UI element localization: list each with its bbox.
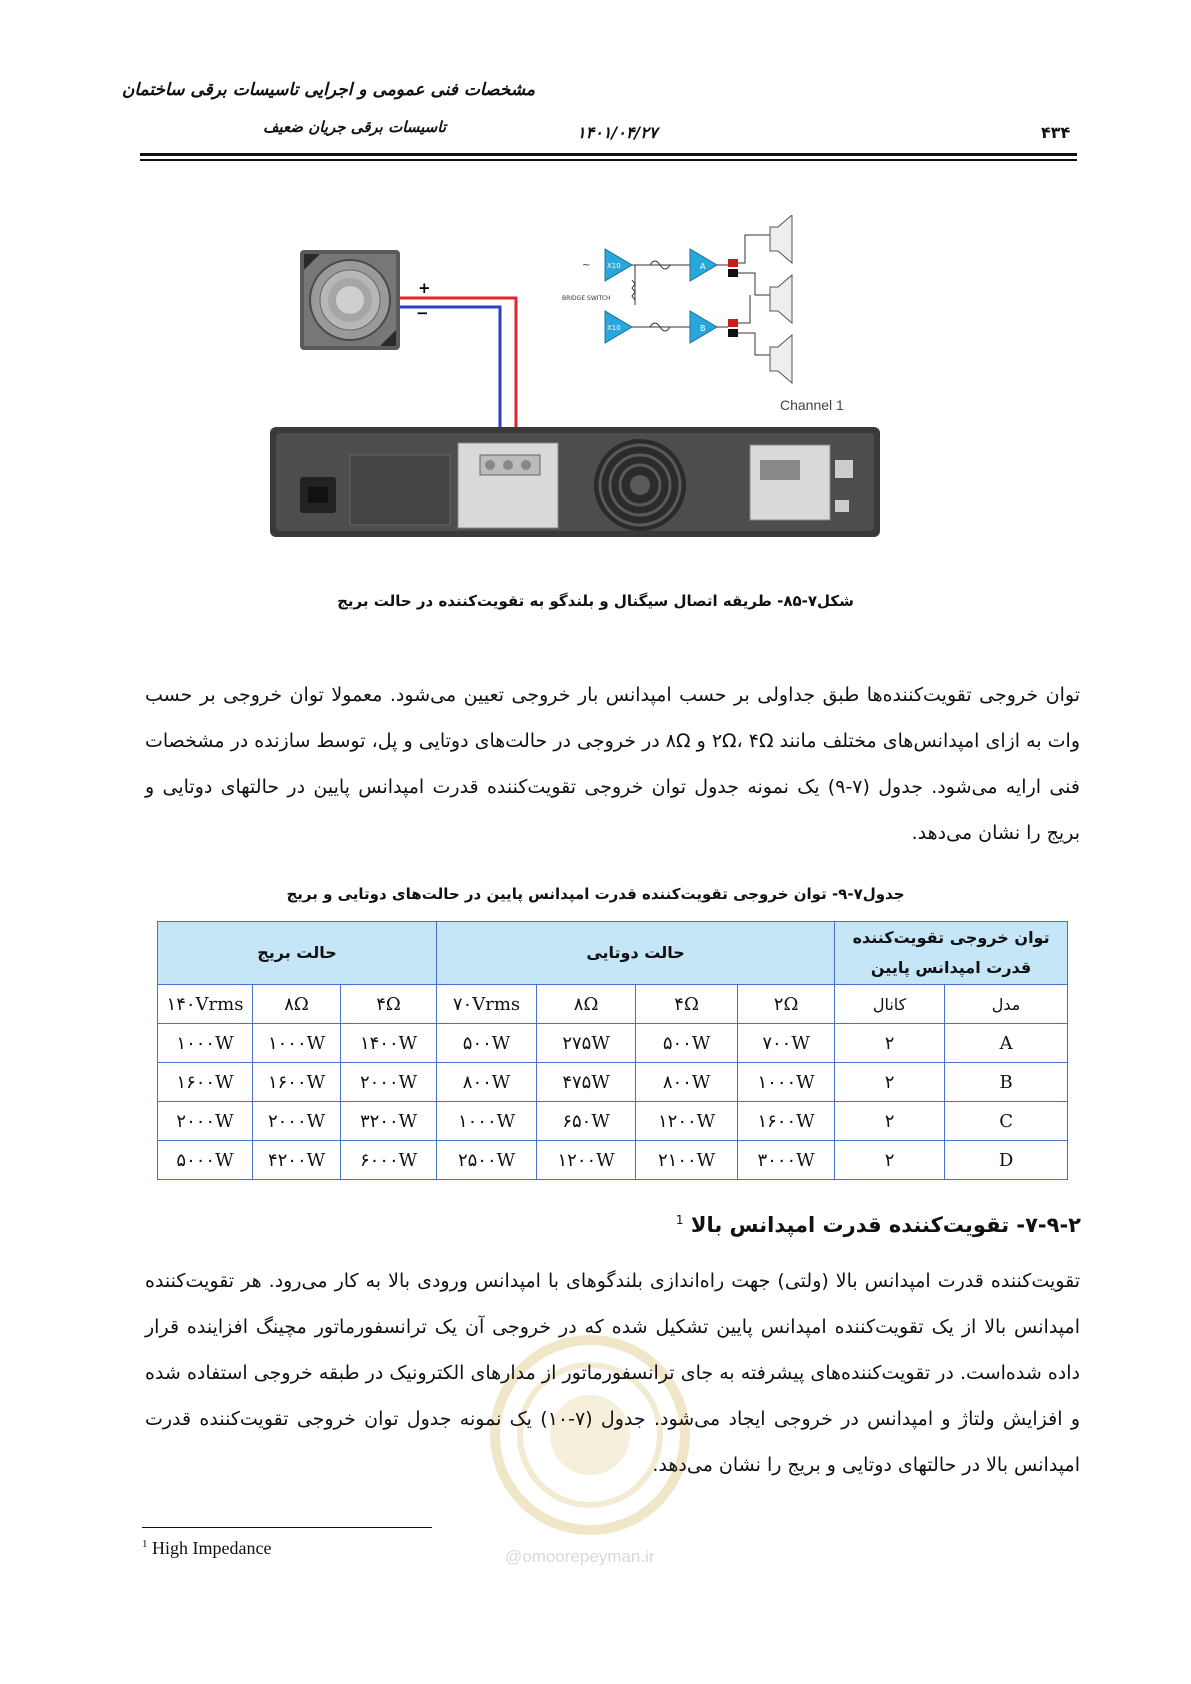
cell-channel: ۲ [835,1063,945,1102]
amplifier-rear-panel [270,427,880,537]
section-heading-text: ۷-۹-۲- تقویت‌کننده قدرت امپدانس بالا [690,1213,1081,1237]
cell-value: ۲۷۵W [537,1024,636,1063]
channel-label: Channel 1 [780,397,844,413]
cell-value: ۶۵۰W [537,1102,636,1141]
speaker-cabinet [300,250,400,350]
watermark-text: @omoorepeyman.ir [505,1547,655,1566]
table-subheader-row [158,985,1068,1024]
footnote [142,1538,271,1559]
table-row [158,1024,1068,1063]
plus-label: + [418,279,431,297]
amplifier-power-table [157,921,1068,1180]
table-row [158,1141,1068,1180]
cell-value: ۵۰۰۰W [158,1141,253,1180]
table-caption: جدول۷-۹- توان خروجی تقویت‌کننده قدرت امپدانس پایین در حالت‌های دوتایی و بریج [286,885,905,903]
footnote-rule [142,1527,432,1528]
cell-model: A [945,1024,1068,1063]
cell-value: ۸۰۰W [636,1063,738,1102]
document-title: مشخصات فنی عمومی و اجرایی تاسیسات برقی ساختمان [121,80,535,100]
cell-value: ۱۰۰۰W [158,1024,253,1063]
col-channel: کانال [835,985,945,1024]
cell-value: ۱۶۰۰W [738,1102,835,1141]
bridge-schematic [562,215,792,383]
section-heading [676,1213,1081,1237]
figure-caption: شکل۷-۸۵- طریقه اتصال سیگنال و بلندگو به تقویت‌کننده در حالت بریج [337,592,854,610]
col-dual-8ohm: ۸Ω [537,985,636,1024]
cell-value: ۶۰۰۰W [341,1141,437,1180]
header-rule-thin [140,159,1077,161]
cell-value: ۱۲۰۰W [636,1102,738,1141]
amp-b-label: B [700,324,706,333]
cell-channel: ۲ [835,1024,945,1063]
header-main: توان خروجی تقویت‌کننده قدرت امپدانس پایین [835,922,1068,985]
table-row [158,1063,1068,1102]
footnote-ref: 1 [675,1213,684,1227]
cell-model: B [945,1063,1068,1102]
header-bridge: حالت بریج [158,922,437,985]
cell-channel: ۲ [835,1141,945,1180]
chapter-title: تاسیسات برقی جریان ضعیف [262,118,446,136]
amp-a-label: A [700,262,706,271]
amplifier-wiring-figure [270,215,950,585]
cell-value: ۱۴۰۰W [341,1024,437,1063]
cell-value: ۸۰۰W [437,1063,537,1102]
gain-label-b: X10 [607,324,621,332]
cell-value: ۵۰۰W [437,1024,537,1063]
col-bridge-140v: ۱۴۰Vrms [158,985,253,1024]
page-number: ۴۳۴ [1041,123,1071,142]
cell-value: ۱۲۰۰W [537,1141,636,1180]
col-model: مدل [945,985,1068,1024]
cell-value: ۱۰۰۰W [253,1024,341,1063]
table-row [158,1102,1068,1141]
cell-value: ۴۲۰۰W [253,1141,341,1180]
header-rule [140,153,1077,156]
cell-value: ۱۰۰۰W [738,1063,835,1102]
cell-value: ۱۶۰۰W [253,1063,341,1102]
cell-model: C [945,1102,1068,1141]
col-dual-70v: ۷۰Vrms [437,985,537,1024]
cell-value: ۵۰۰W [636,1024,738,1063]
cell-value: ۲۵۰۰W [437,1141,537,1180]
table-header-row [158,922,1068,985]
body-paragraph-1: توان خروجی تقویت‌کننده‌ها طبق جداولی بر حسب امپدانس بار خروجی تعیین می‌شود. معمولا توان خروجی بر حسب وات به ازای امپدانس‌های مختلف مانند ۲Ω، ۴Ω و ۸Ω در خروجی در حالت‌های دوتایی و پل، توسط سازنده در مشخصات فنی ارایه می‌شود. جدول (۷-۹) یک نمونه جدول توان خروجی تقویت‌کننده قدرت امپدانس پایین در حالتهای دوتایی و بریج را نشان می‌دهد. [145,684,1081,844]
cell-value: ۱۰۰۰W [437,1102,537,1141]
body-paragraph-2: تقویت‌کننده قدرت امپدانس بالا (ولتی) جهت راه‌اندازی بلندگوهای با امپدانس ورودی بالا به کار می‌رود. هر تقویت‌کننده امپدانس بالا از یک تقویت‌کننده امپدانس پایین تشکیل شده که در خروجی آن یک ترانسفورماتور مچینگ افزاینده قرار داده شده‌است. در تقویت‌کننده‌های پیشرفته به جای ترانسفورماتور از مدارهای الکترونیک در طبقه خروجی استفاده شده و افزایش ولتاژ و امپدانس در خروجی ایجاد می‌شود. جدول (۷-۱۰) یک نمونه جدول توان خروجی تقویت‌کننده قدرت امپدانس بالا در حالتهای دوتایی و بریج را نشان می‌دهد. [145,1270,1080,1476]
cell-value: ۳۰۰۰W [738,1141,835,1180]
footnote-number: 1 [142,1538,148,1550]
gain-label-a: X10 [607,262,621,270]
col-bridge-8ohm: ۸Ω [253,985,341,1024]
cell-channel: ۲ [835,1102,945,1141]
col-dual-2ohm: ۲Ω [738,985,835,1024]
bridge-switch-label: BRIDGE SWITCH [562,295,611,302]
col-dual-4ohm: ۴Ω [636,985,738,1024]
col-bridge-4ohm: ۴Ω [341,985,437,1024]
cell-value: ۲۰۰۰W [341,1063,437,1102]
cell-value: ۳۲۰۰W [341,1102,437,1141]
cell-value: ۷۰۰W [738,1024,835,1063]
header-dual: حالت دوتایی [437,922,835,985]
footnote-text: High Impedance [152,1538,272,1558]
cell-value: ۴۷۵W [537,1063,636,1102]
svg-text:~: ~ [582,260,591,271]
cell-value: ۲۰۰۰W [158,1102,253,1141]
cell-value: ۲۱۰۰W [636,1141,738,1180]
cell-value: ۲۰۰۰W [253,1102,341,1141]
minus-label: − [416,304,429,322]
header-date: ۱۴۰۱/۰۴/۲۷ [577,123,658,142]
cell-model: D [945,1141,1068,1180]
cell-value: ۱۶۰۰W [158,1063,253,1102]
